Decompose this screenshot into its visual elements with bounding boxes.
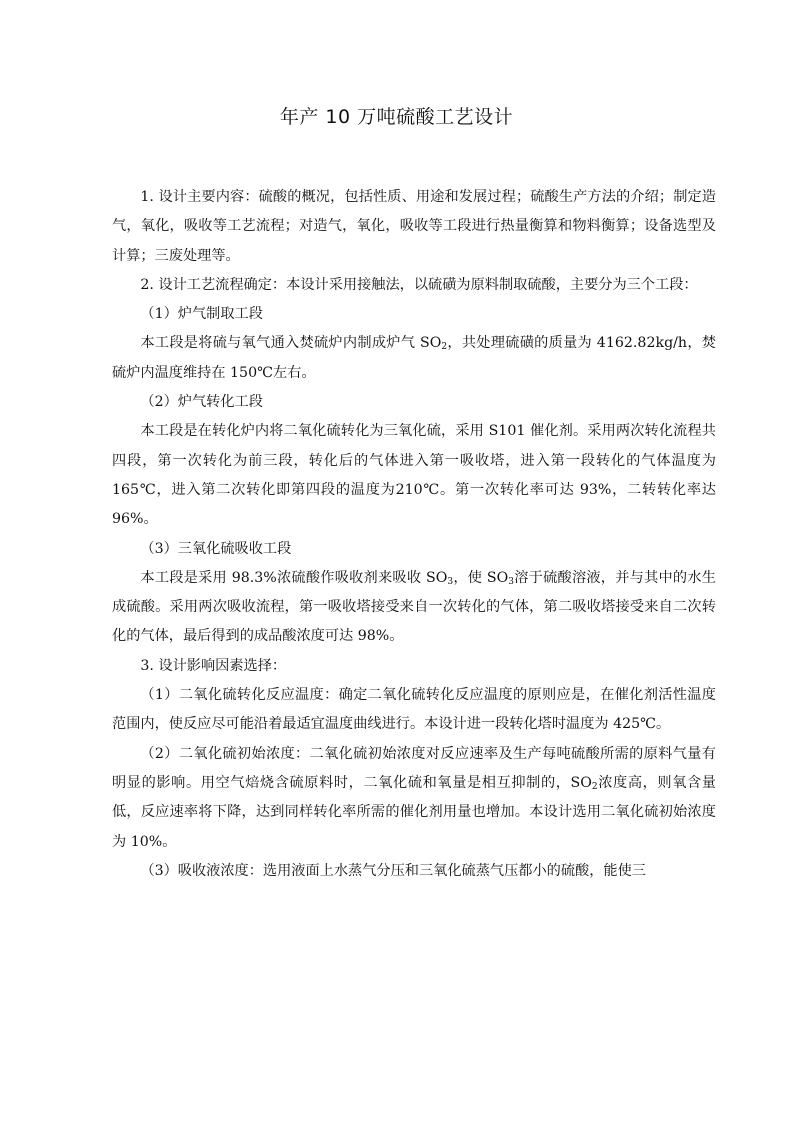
paragraph-initial-concentration [112, 740, 716, 857]
paragraph-initial-concentration-part-a: （2）二氧化硫初始浓度：二氧化硫初始浓度对反应速率及生产每吨硫酸所需的原料气量有明显的影响。用空气焙烧含硫原料时，二氧化硫和氧量是相互抑制的，SO [112, 745, 716, 791]
document-body [112, 183, 716, 886]
paragraph-absorption-part-c: 溶于硫酸溶液，并与其中的水生成硫酸。采用两次吸收流程，第一吸收塔接受来自一次转化的气体，第二吸收塔接受来自二次转化的气体，最后得到的成品酸浓度可达 98%。 [112, 569, 716, 645]
subheading-conversion: （2）炉气转化工段 [140, 394, 263, 411]
so2-subscript: 2 [441, 342, 448, 353]
paragraph-design-content: 1. 设计主要内容：硫酸的概况，包括性质、用途和发展过程；硫酸生产方法的介绍；制定造气，氧化，吸收等工艺流程；对造气，氧化，吸收等工段进行热量衡算和物料衡算；设备选型及计算；三废处理等。 [112, 189, 716, 264]
so2-subscript-second: 2 [591, 781, 598, 792]
subheading-furnace-gas: （1）炉气制取工段 [140, 306, 263, 323]
subheading-absorption: （3）三氧化硫吸收工段 [140, 540, 292, 557]
paragraph-absorption-part-a: 本工段是采用 98.3%浓硫酸作吸收剂来吸收 SO [140, 569, 448, 586]
so3-subscript: 3 [447, 576, 454, 587]
document-title: 年产 10 万吨硫酸工艺设计 [279, 106, 514, 128]
paragraph-initial-concentration-part-b: 浓度高，则氧含量低，反应速率将下降，达到同样转化率所需的催化剂用量也增加。本设计选用二氧化硫初始浓度为 10%。 [112, 774, 716, 850]
paragraph-absorption-liquid: （3）吸收液浓度：选用液面上水蒸气分压和三氧化硫蒸气压都小的硫酸，能使三 [140, 862, 646, 879]
paragraph-furnace-gas [112, 329, 716, 388]
paragraph-process-flow: 2. 设计工艺流程确定：本设计采用接触法，以硫磺为原料制取硫酸，主要分为三个工段： [140, 276, 698, 293]
paragraph-reaction-temperature: （1）二氧化硫转化反应温度：确定二氧化硫转化反应温度的原则应是，在催化剂活性温度范围内，使反应尽可能沿着最适宜温度曲线进行。本设计进一段转化塔时温度为 425℃。 [112, 687, 716, 733]
paragraph-conversion: 本工段是在转化炉内将二氧化硫转化为三氧化硫，采用 S101 催化剂。采用两次转化流程共四段，第一次转化为前三段，转化后的气体进入第一吸收塔，进入第一段转化的气体温度为165℃，进入第二次转化即第四段的温度为210℃。第一次转化率可达 93%，二转转化率达 96%。 [112, 423, 716, 528]
paragraph-furnace-gas-part-b: ，共处理硫磺的质量为 4162.82kg/h，焚硫炉内温度维持在 150℃左右。 [112, 335, 716, 381]
paragraph-factors-heading: 3. 设计影响因素选择： [140, 657, 287, 674]
paragraph-absorption-part-b: ，使 SO [453, 569, 509, 586]
paragraph-absorption [112, 564, 716, 652]
paragraph-furnace-gas-part-a: 本工段是将硫与氧气通入焚硫炉内制成炉气 SO [140, 335, 442, 352]
so3-subscript-second: 3 [508, 576, 515, 587]
